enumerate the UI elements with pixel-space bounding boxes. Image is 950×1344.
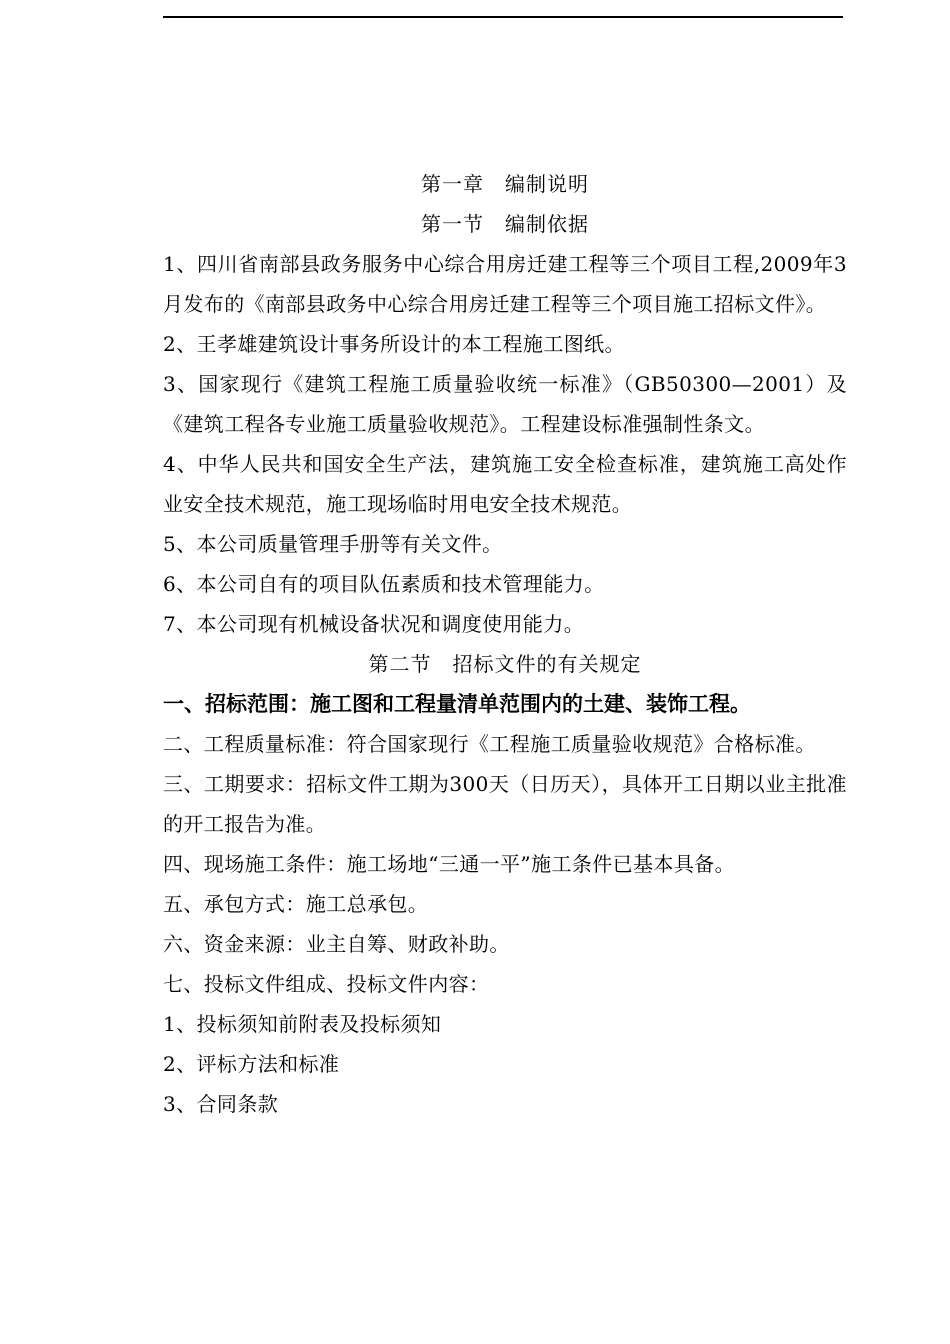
basis-item-7: 7、本公司现有机械设备状况和调度使用能力。: [163, 612, 585, 636]
basis-item-2: 2、王孝雄建筑设计事务所设计的本工程施工图纸。: [163, 332, 625, 356]
chapter-title: 第一章 编制说明: [421, 172, 589, 196]
header-rule: [163, 16, 843, 18]
contract-method: 五、承包方式：施工总承包。: [163, 892, 429, 916]
section-title-tender-rules: 第二节 招标文件的有关规定: [368, 652, 642, 676]
bid-subitem-2: 2、评标方法和标准: [163, 1052, 340, 1076]
document-body: [163, 164, 847, 1124]
funding-source: 六、资金来源：业主自筹、财政补助。: [163, 932, 510, 956]
bid-subitem-1: 1、投标须知前附表及投标须知: [163, 1012, 442, 1036]
schedule-requirement: 三、工期要求：招标文件工期为300天（日历天），具体开工日期以业主批准的开工报告为准。: [163, 772, 847, 836]
tender-scope: 一、招标范围：施工图和工程量清单范围内的土建、装饰工程。: [163, 692, 751, 716]
basis-item-6: 6、本公司自有的项目队伍素质和技术管理能力。: [163, 572, 605, 596]
section-title-basis: 第一节 编制依据: [421, 212, 589, 236]
basis-item-3: 3、国家现行《建筑工程施工质量验收统一标准》（GB50300—2001）及《建筑工程各专业施工质量验收规范》。工程建设标准强制性条文。: [163, 372, 847, 436]
bid-document-composition: 七、投标文件组成、投标文件内容：: [163, 972, 490, 996]
basis-item-5: 5、本公司质量管理手册等有关文件。: [163, 532, 503, 556]
basis-item-1: 1、四川省南部县政务服务中心综合用房迁建工程等三个项目工程,2009年3月发布的《南部县政务中心综合用房迁建工程等三个项目施工招标文件》。: [163, 252, 847, 316]
site-conditions: 四、现场施工条件：施工场地“三通一平”施工条件已基本具备。: [163, 852, 736, 876]
basis-item-4: 4、中华人民共和国安全生产法，建筑施工安全检查标准，建筑施工高处作业安全技术规范，施工现场临时用电安全技术规范。: [163, 452, 847, 516]
bid-subitem-3: 3、合同条款: [163, 1092, 279, 1116]
quality-standard: 二、工程质量标准：符合国家现行《工程施工质量验收规范》合格标准。: [163, 732, 816, 756]
